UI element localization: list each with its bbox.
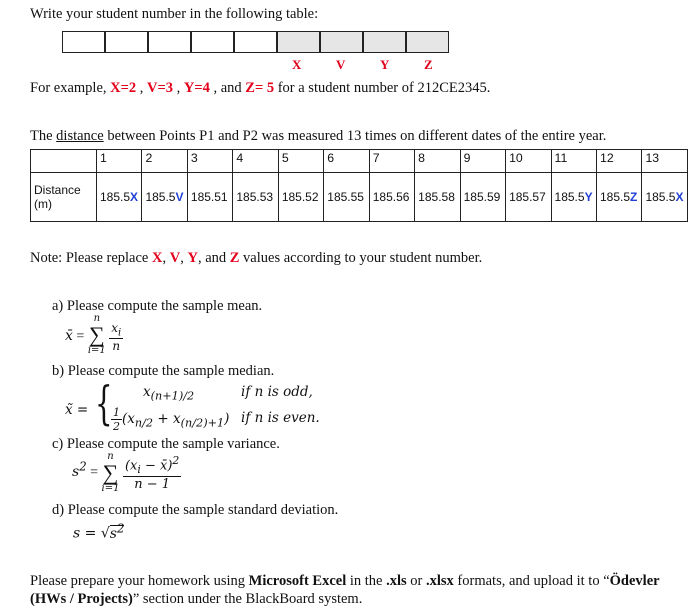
table-header-cell: 13 — [642, 150, 688, 173]
table-cell: 185.56 — [369, 173, 414, 222]
table-header-cell: 7 — [369, 150, 414, 173]
distance-link: distance — [56, 128, 104, 144]
row-label: Distance (m) — [31, 173, 97, 222]
digit-box[interactable] — [191, 31, 234, 53]
table-cell: 185.5X — [642, 173, 688, 222]
table-cell: 185.5Z — [596, 173, 641, 222]
variance-formula: $s^2$ = n ∑ i=1 $\frac{(x_i - x̄)^2}{n - 1}$ — [72, 451, 180, 494]
digit-box[interactable] — [62, 31, 105, 53]
table-cell: 185.57 — [506, 173, 551, 222]
table-header-cell: 10 — [506, 150, 551, 173]
question-a: a) Please compute the sample mean. — [52, 298, 263, 314]
letter-y: Y — [380, 57, 390, 72]
distance-table — [30, 149, 688, 222]
question-b: b) Please compute the sample median. — [52, 363, 275, 379]
table-header-cell: 1 — [97, 150, 142, 173]
question-c: c) Please compute the sample variance. — [52, 436, 280, 452]
letter-z: Z — [424, 57, 433, 72]
table-header-cell: 9 — [460, 150, 505, 173]
instruction-text: Write your student number in the following table: — [30, 6, 319, 22]
table-header-cell: 6 — [324, 150, 369, 173]
table-cell: 185.59 — [460, 173, 505, 222]
table-header-cell: 11 — [551, 150, 596, 173]
table-cell: 185.53 — [233, 173, 278, 222]
digit-box-z[interactable] — [406, 31, 449, 53]
letter-x: X — [292, 57, 302, 72]
table-header-cell: 2 — [142, 150, 187, 173]
table-cell: 185.51 — [187, 173, 232, 222]
table-cell: 185.5X — [97, 173, 142, 222]
table-cell: 185.55 — [324, 173, 369, 222]
table-row — [31, 173, 688, 222]
table-cell: 185.58 — [415, 173, 460, 222]
note-text: Note: Please replace X, V, Y, and Z values according to your student number. — [30, 250, 483, 266]
table-cell: 185.5Y — [551, 173, 596, 222]
table-cell: 185.5V — [142, 173, 187, 222]
std-formula: $s = √s^2$ — [73, 521, 125, 542]
digit-box-y[interactable] — [363, 31, 406, 53]
digit-box-x[interactable] — [277, 31, 320, 53]
table-header-cell: 3 — [187, 150, 232, 173]
digit-box[interactable] — [148, 31, 191, 53]
digit-box-v[interactable] — [320, 31, 363, 53]
table-header-row — [31, 150, 688, 173]
distance-intro: The distance between Points P1 and P2 was measured 13 times on different dates of the entire year. — [30, 128, 607, 144]
table-header-cell: 8 — [415, 150, 460, 173]
mean-formula: x̄ = n ∑ i=1 $\frac{x_i}{n}$ — [65, 313, 122, 356]
digit-box[interactable] — [105, 31, 148, 53]
letter-v: V — [336, 57, 346, 72]
table-cell: 185.52 — [278, 173, 323, 222]
table-header-cell: 5 — [278, 150, 323, 173]
digit-box[interactable] — [234, 31, 277, 53]
table-corner-cell — [31, 150, 97, 173]
example-text: For example, X=2 , V=3 , Y=4 , and Z= 5 for a student number of 212CE2345. — [30, 80, 491, 96]
footer-text: Please prepare your homework using Microsoft Excel in the .xls or .xlsx formats, and upload it to “Ödevler (HWs / Projects)” section under the BlackBoard system. — [30, 573, 660, 607]
table-header-cell: 4 — [233, 150, 278, 173]
question-d: d) Please compute the sample standard deviation. — [52, 502, 339, 518]
table-header-cell: 12 — [596, 150, 641, 173]
